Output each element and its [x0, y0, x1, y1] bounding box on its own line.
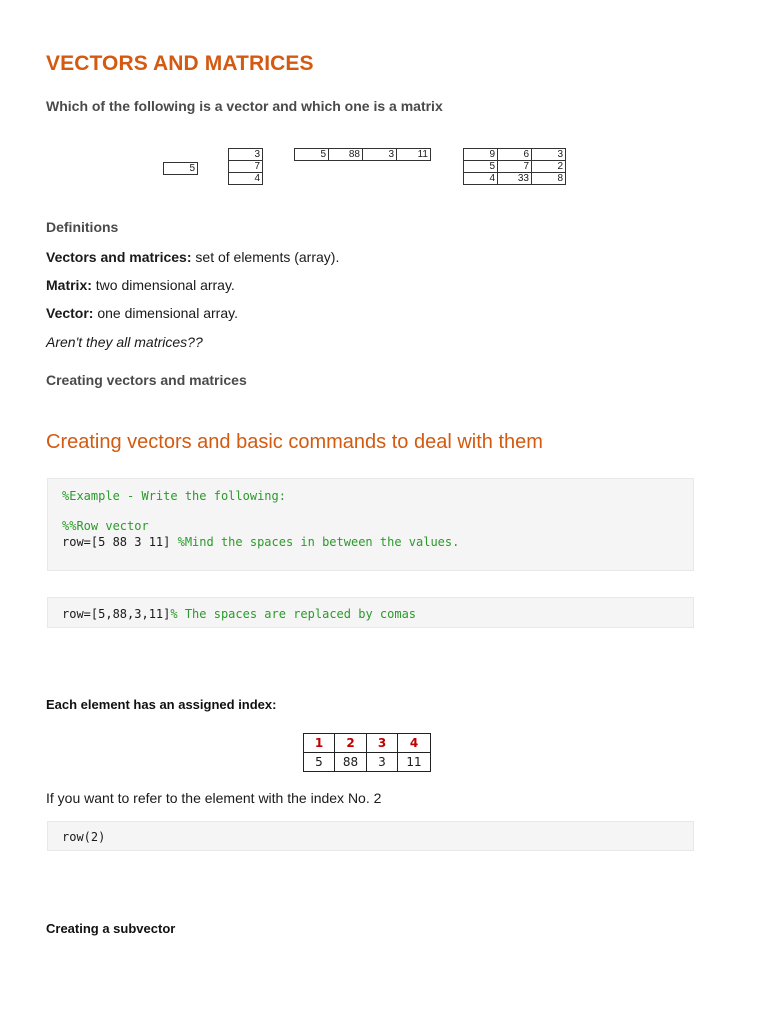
- row-cell: 88: [329, 149, 363, 161]
- column-vector-example: [228, 148, 263, 185]
- index-cell: 4: [398, 734, 431, 753]
- matrix-cell: 2: [532, 161, 566, 173]
- matrix-cell: 6: [498, 149, 532, 161]
- matrix-cell: 3: [532, 149, 566, 161]
- code-comment: %Example - Write the following:: [62, 489, 286, 503]
- code-block-comma: [47, 597, 694, 628]
- definition-question: Aren't they all matrices??: [46, 334, 203, 350]
- code-comment: %Mind the spaces in between the values.: [177, 535, 460, 549]
- code-block-index: [47, 821, 694, 851]
- definition-text: two dimensional array.: [91, 277, 235, 293]
- index-cell: 3: [367, 734, 398, 753]
- column-cell: 4: [229, 173, 263, 185]
- code-line: [62, 535, 459, 549]
- row-cell: 5: [295, 149, 329, 161]
- definition-vector: [46, 305, 238, 321]
- creating-heading: Creating vectors and matrices: [46, 372, 247, 388]
- value-cell: 5: [304, 753, 335, 772]
- scalar-cell: 5: [164, 163, 198, 175]
- question-text: Which of the following is a vector and which one is a matrix: [46, 98, 443, 114]
- row-vector-example: [294, 148, 431, 161]
- code-comment: %%Row vector: [62, 519, 149, 533]
- definition-text: set of elements (array).: [191, 249, 340, 265]
- index-cell: 1: [304, 734, 335, 753]
- column-cell: 7: [229, 161, 263, 173]
- subvector-heading: Creating a subvector: [46, 921, 176, 936]
- matrix-example: [463, 148, 566, 185]
- matrix-cell: 4: [464, 173, 498, 185]
- value-cell: 11: [398, 753, 431, 772]
- row-cell: 11: [397, 149, 431, 161]
- page-title: VECTORS AND MATRICES: [46, 52, 314, 75]
- matrix-cell: 9: [464, 149, 498, 161]
- definition-matrix: [46, 277, 235, 293]
- index-heading: Each element has an assigned index:: [46, 697, 277, 712]
- code-block-example: [47, 478, 694, 571]
- definition-term: Matrix:: [46, 277, 92, 293]
- definition-vectors-matrices: [46, 249, 339, 265]
- column-cell: 3: [229, 149, 263, 161]
- index-cell: 2: [335, 734, 367, 753]
- code-text: row=[5,88,3,11]: [62, 607, 171, 621]
- matrix-cell: 33: [498, 173, 532, 185]
- code-text: row=[5 88 3 11]: [62, 535, 178, 549]
- definition-term: Vectors and matrices:: [46, 249, 192, 265]
- matrix-cell: 5: [464, 161, 498, 173]
- code-line: [62, 607, 416, 621]
- definitions-heading: Definitions: [46, 219, 119, 235]
- definition-text: one dimensional array.: [93, 305, 238, 321]
- row-cell: 3: [363, 149, 397, 161]
- definition-term: Vector:: [46, 305, 94, 321]
- value-cell: 88: [335, 753, 367, 772]
- index-table: [303, 733, 431, 772]
- matrix-cell: 8: [532, 173, 566, 185]
- section-heading: Creating vectors and basic commands to deal with them: [46, 431, 543, 453]
- matrix-cell: 7: [498, 161, 532, 173]
- value-cell: 3: [367, 753, 398, 772]
- code-text: row(2): [62, 830, 106, 844]
- scalar-example: [163, 162, 198, 175]
- code-comment: % The spaces are replaced by comas: [170, 607, 417, 621]
- refer-text: If you want to refer to the element with the index No. 2: [46, 790, 382, 806]
